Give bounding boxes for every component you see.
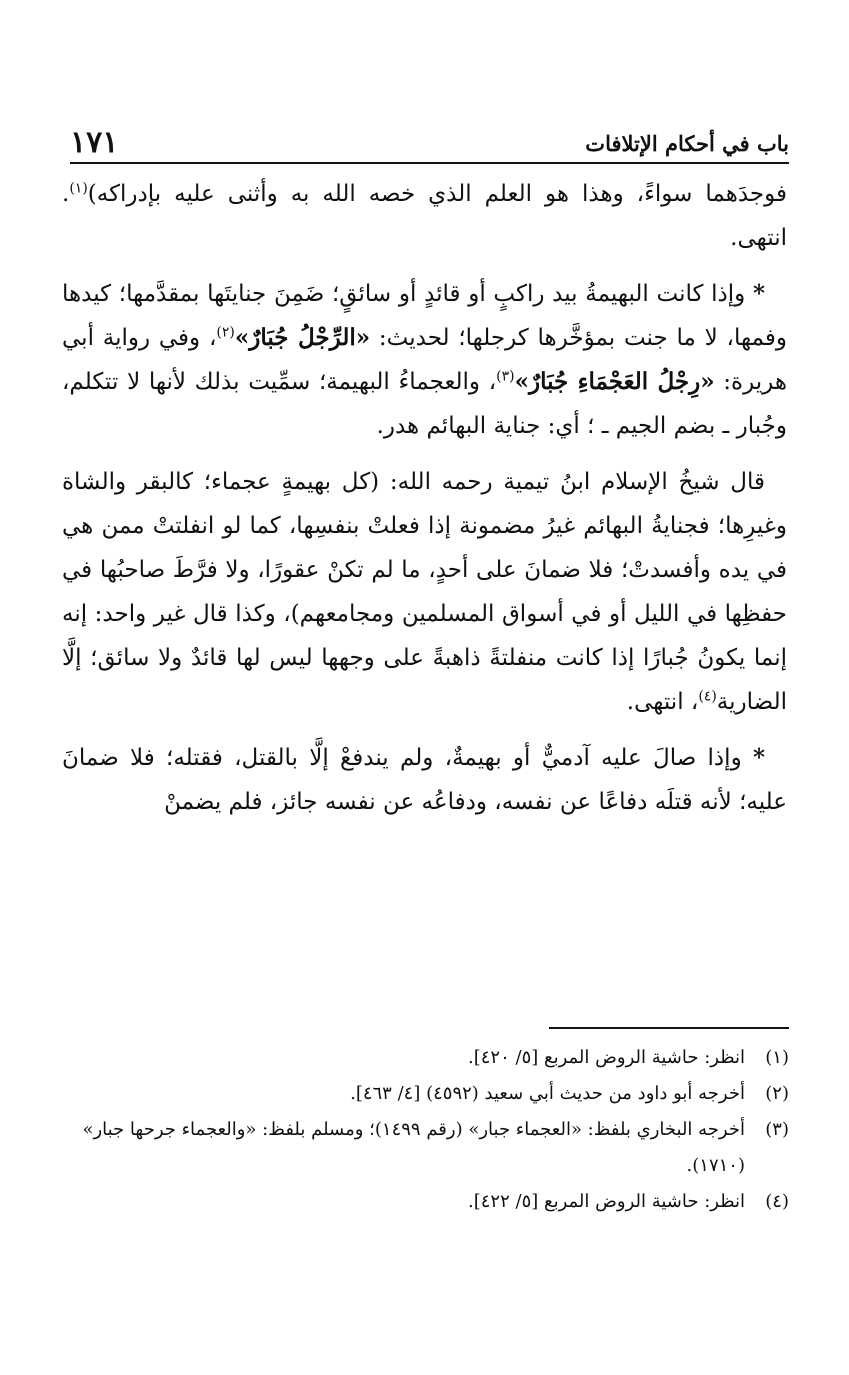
paragraph-star-marker: * bbox=[752, 744, 765, 771]
footnote-text: أخرجه أبو داود من حديث أبي سعيد (٤٥٩٢) [٤/ ٤٦٣]. bbox=[350, 1083, 745, 1104]
footnote-text: أخرجه البخاري بلفظ: «العجماء جبار» (رقم ١٤٩٩)؛ ومسلم بلفظ: «والعجماء جرحها جبار» (١٧١٠). bbox=[82, 1119, 745, 1176]
footnote-item bbox=[62, 1040, 789, 1076]
paragraph-2-text-c: ، والعجماءُ البهيمة؛ سمِّيت بذلك لأنها لا تتكلم، وجُبار ـ بضم الجيم ـ ؛ أي: جناية البهائم هدر. bbox=[62, 369, 787, 439]
footnote-item bbox=[62, 1184, 789, 1220]
footnote-separator bbox=[549, 1027, 789, 1029]
footnotes bbox=[62, 1040, 789, 1220]
paragraph-4 bbox=[62, 736, 787, 824]
paragraph-1 bbox=[62, 172, 787, 260]
paragraph-1-text: فوجدَهما سواءً، وهذا هو العلم الذي خصه الله به وأثنى عليه بإدراكه) bbox=[87, 181, 787, 207]
page-number: ١٧١ bbox=[70, 125, 119, 160]
footnote-text: انظر: حاشية الروض المربع [٥/ ٤٢٠]. bbox=[468, 1047, 745, 1068]
paragraph-star-marker: * bbox=[752, 280, 765, 307]
paragraph-3 bbox=[62, 460, 787, 724]
footnote-ref-2: (٢) bbox=[216, 324, 235, 341]
footnote-ref-3: (٣) bbox=[496, 368, 515, 385]
footnote-text: انظر: حاشية الروض المربع [٥/ ٤٢٢]. bbox=[468, 1191, 745, 1212]
body-text bbox=[62, 172, 787, 836]
paragraph-2 bbox=[62, 272, 787, 448]
running-title: باب في أحكام الإتلافات bbox=[585, 131, 789, 156]
footnote-ref-1: (١) bbox=[69, 180, 88, 197]
page-header bbox=[70, 118, 789, 164]
hadith-quote-2: «رِجْلُ العَجْمَاءِ جُبَارٌ» bbox=[514, 368, 715, 395]
paragraph-4-text: وإذا صالَ عليه آدميٌّ أو بهيمةٌ، ولم يندفعْ إلَّا بالقتل، فقتله؛ فلا ضمانَ عليه؛ لأنه قتلَه دفاعًا عن نفسه، ودفاعُه عن نفسه جائز، فلم يضمنْ bbox=[62, 745, 787, 815]
footnote-number: (٢) bbox=[765, 1083, 789, 1104]
footnote-item bbox=[62, 1076, 789, 1112]
footnote-item bbox=[62, 1112, 789, 1184]
footnote-number: (١) bbox=[765, 1047, 789, 1068]
paragraph-3-text: قال شيخُ الإسلام ابنُ تيمية رحمه الله: (كل بهيمةٍ عجماء؛ كالبقر والشاة وغيرِها؛ فجنايةُ البهائم غيرُ مضمونة إذا فعلتْ بنفسِها، كما لو انفلتتْ ممن هي في يده وأفسدتْ؛ فلا ضمانَ على أحدٍ، ما لم تكنْ عقورًا، ولا فرَّطَ صاحبُها في حفظِها في الليل أو في أسواق المسلمين ومجامعهم)، وكذا قال غير واحد: إنه إنما يكونُ جُبارًا إذا كانت منفلتةً ذاهبةً على وجهها ليس لها قائدٌ ولا سائق؛ إلَّا الضارية bbox=[62, 469, 787, 715]
paragraph-2-text-b: ، وفي رواية أبي هريرة: bbox=[62, 325, 787, 395]
hadith-quote-1: «الرِّجْلُ جُبَارٌ» bbox=[234, 324, 371, 351]
paragraph-3-end: ، انتهى. bbox=[626, 689, 699, 715]
paragraph-1-end: . انتهى. bbox=[62, 181, 787, 251]
paragraph-2-text-a: وإذا كانت البهيمةُ بيد راكبٍ أو قائدٍ أو سائقٍ؛ ضَمِنَ جنايتَها بمقدَّمها؛ كيدها وفمها، لا ما جنت بمؤخَّرها كرجلها؛ لحديث: bbox=[62, 281, 787, 351]
footnote-ref-4: (٤) bbox=[698, 688, 717, 705]
footnote-number: (٣) bbox=[765, 1119, 789, 1140]
footnote-number: (٤) bbox=[765, 1191, 789, 1212]
